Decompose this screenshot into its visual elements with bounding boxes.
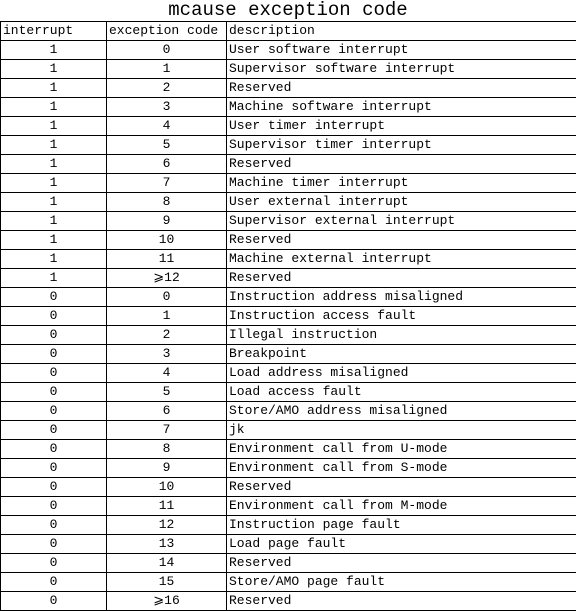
interrupt-cell[interactable]: 1	[1, 41, 107, 60]
description-cell[interactable]: Reserved	[227, 269, 576, 288]
interrupt-cell[interactable]: 0	[1, 573, 107, 592]
description-cell[interactable]: Environment call from S-mode	[227, 459, 576, 478]
table-row	[1, 307, 576, 326]
interrupt-cell[interactable]: 0	[1, 288, 107, 307]
exception-code-cell[interactable]: ⩾12	[107, 269, 227, 288]
description-cell[interactable]: Supervisor external interrupt	[227, 212, 576, 231]
description-cell[interactable]: Reserved	[227, 231, 576, 250]
description-cell[interactable]: Instruction page fault	[227, 516, 576, 535]
exception-code-cell[interactable]: 8	[107, 193, 227, 212]
description-cell[interactable]: Load access fault	[227, 383, 576, 402]
exception-code-cell[interactable]: 1	[107, 60, 227, 79]
interrupt-cell[interactable]: 1	[1, 117, 107, 136]
interrupt-cell[interactable]: 1	[1, 269, 107, 288]
table-row	[1, 193, 576, 212]
exception-code-cell[interactable]: 12	[107, 516, 227, 535]
table-row	[1, 155, 576, 174]
description-cell[interactable]: Store/AMO page fault	[227, 573, 576, 592]
exception-code-cell[interactable]: 5	[107, 383, 227, 402]
description-cell[interactable]: User external interrupt	[227, 193, 576, 212]
exception-code-cell[interactable]: 2	[107, 326, 227, 345]
description-cell[interactable]: Supervisor timer interrupt	[227, 136, 576, 155]
interrupt-cell[interactable]: 1	[1, 79, 107, 98]
mcause-table	[0, 21, 576, 611]
table-row	[1, 364, 576, 383]
interrupt-cell[interactable]: 0	[1, 440, 107, 459]
interrupt-cell[interactable]: 0	[1, 307, 107, 326]
table-row	[1, 497, 576, 516]
interrupt-cell[interactable]: 0	[1, 345, 107, 364]
exception-code-cell[interactable]: 6	[107, 155, 227, 174]
description-cell[interactable]: Machine timer interrupt	[227, 174, 576, 193]
exception-code-cell[interactable]: 6	[107, 402, 227, 421]
table-row	[1, 326, 576, 345]
description-cell[interactable]: Reserved	[227, 155, 576, 174]
description-cell[interactable]: Supervisor software interrupt	[227, 60, 576, 79]
description-cell[interactable]: User software interrupt	[227, 41, 576, 60]
description-cell[interactable]: Reserved	[227, 79, 576, 98]
table-row	[1, 478, 576, 497]
table-row	[1, 421, 576, 440]
description-cell[interactable]: Environment call from U-mode	[227, 440, 576, 459]
interrupt-cell[interactable]: 1	[1, 212, 107, 231]
table-row	[1, 345, 576, 364]
interrupt-cell[interactable]: 0	[1, 592, 107, 611]
description-cell[interactable]: Environment call from M-mode	[227, 497, 576, 516]
table-row	[1, 440, 576, 459]
exception-code-cell[interactable]: 4	[107, 117, 227, 136]
description-cell[interactable]: User timer interrupt	[227, 117, 576, 136]
header-row	[1, 22, 576, 41]
exception-code-cell[interactable]: 10	[107, 231, 227, 250]
description-cell[interactable]: Breakpoint	[227, 345, 576, 364]
table-row	[1, 117, 576, 136]
interrupt-cell[interactable]: 0	[1, 383, 107, 402]
table-row	[1, 516, 576, 535]
table-row	[1, 136, 576, 155]
description-cell[interactable]: jk	[227, 421, 576, 440]
exception-code-cell[interactable]: 0	[107, 288, 227, 307]
exception-code-cell[interactable]: 5	[107, 136, 227, 155]
exception-code-cell[interactable]: 8	[107, 440, 227, 459]
exception-code-cell[interactable]: 3	[107, 345, 227, 364]
exception-code-cell[interactable]: 10	[107, 478, 227, 497]
description-cell[interactable]: Reserved	[227, 592, 576, 611]
exception-code-cell[interactable]: 4	[107, 364, 227, 383]
table-row	[1, 79, 576, 98]
header-exception-code[interactable]: exception code	[107, 22, 227, 41]
table-row	[1, 269, 576, 288]
interrupt-cell[interactable]: 0	[1, 421, 107, 440]
table-row	[1, 41, 576, 60]
table-row	[1, 402, 576, 421]
table-row	[1, 231, 576, 250]
description-cell[interactable]: Reserved	[227, 554, 576, 573]
table-row	[1, 212, 576, 231]
header-description[interactable]: description	[227, 22, 576, 41]
exception-code-cell[interactable]: 3	[107, 98, 227, 117]
header-interrupt[interactable]: interrupt	[1, 22, 107, 41]
exception-code-cell[interactable]: 11	[107, 497, 227, 516]
description-cell[interactable]: Load page fault	[227, 535, 576, 554]
table-row	[1, 459, 576, 478]
exception-code-cell[interactable]: 1	[107, 307, 227, 326]
exception-code-cell[interactable]: 2	[107, 79, 227, 98]
interrupt-cell[interactable]: 1	[1, 231, 107, 250]
table-row	[1, 554, 576, 573]
exception-code-cell[interactable]: 7	[107, 174, 227, 193]
table-row	[1, 60, 576, 79]
description-cell[interactable]: Machine software interrupt	[227, 98, 576, 117]
interrupt-cell[interactable]: 0	[1, 554, 107, 573]
table-row	[1, 174, 576, 193]
interrupt-cell[interactable]: 0	[1, 478, 107, 497]
description-cell[interactable]: Load address misaligned	[227, 364, 576, 383]
exception-code-cell[interactable]: 14	[107, 554, 227, 573]
interrupt-cell[interactable]: 1	[1, 60, 107, 79]
description-cell[interactable]: Store/AMO address misaligned	[227, 402, 576, 421]
interrupt-cell[interactable]: 0	[1, 459, 107, 478]
interrupt-cell[interactable]: 0	[1, 535, 107, 554]
table-row	[1, 98, 576, 117]
interrupt-cell[interactable]: 0	[1, 497, 107, 516]
interrupt-cell[interactable]: 1	[1, 250, 107, 269]
description-cell[interactable]: Reserved	[227, 478, 576, 497]
exception-code-cell[interactable]: 11	[107, 250, 227, 269]
table-title: mcause exception code	[168, 0, 408, 21]
table-row	[1, 592, 576, 611]
exception-code-cell[interactable]: 0	[107, 41, 227, 60]
table-row	[1, 288, 576, 307]
exception-code-cell[interactable]: ⩾16	[107, 592, 227, 611]
interrupt-cell[interactable]: 0	[1, 402, 107, 421]
exception-code-cell[interactable]: 7	[107, 421, 227, 440]
interrupt-cell[interactable]: 1	[1, 136, 107, 155]
exception-code-cell[interactable]: 9	[107, 459, 227, 478]
table-row	[1, 383, 576, 402]
exception-code-cell[interactable]: 9	[107, 212, 227, 231]
table-row	[1, 250, 576, 269]
interrupt-cell[interactable]: 0	[1, 364, 107, 383]
interrupt-cell[interactable]: 1	[1, 174, 107, 193]
interrupt-cell[interactable]: 0	[1, 516, 107, 535]
interrupt-cell[interactable]: 0	[1, 326, 107, 345]
interrupt-cell[interactable]: 1	[1, 193, 107, 212]
description-cell[interactable]: Illegal instruction	[227, 326, 576, 345]
exception-code-cell[interactable]: 13	[107, 535, 227, 554]
table-row	[1, 573, 576, 592]
interrupt-cell[interactable]: 1	[1, 155, 107, 174]
interrupt-cell[interactable]: 1	[1, 98, 107, 117]
description-cell[interactable]: Instruction access fault	[227, 307, 576, 326]
exception-code-cell[interactable]: 15	[107, 573, 227, 592]
table-row	[1, 535, 576, 554]
description-cell[interactable]: Instruction address misaligned	[227, 288, 576, 307]
description-cell[interactable]: Machine external interrupt	[227, 250, 576, 269]
